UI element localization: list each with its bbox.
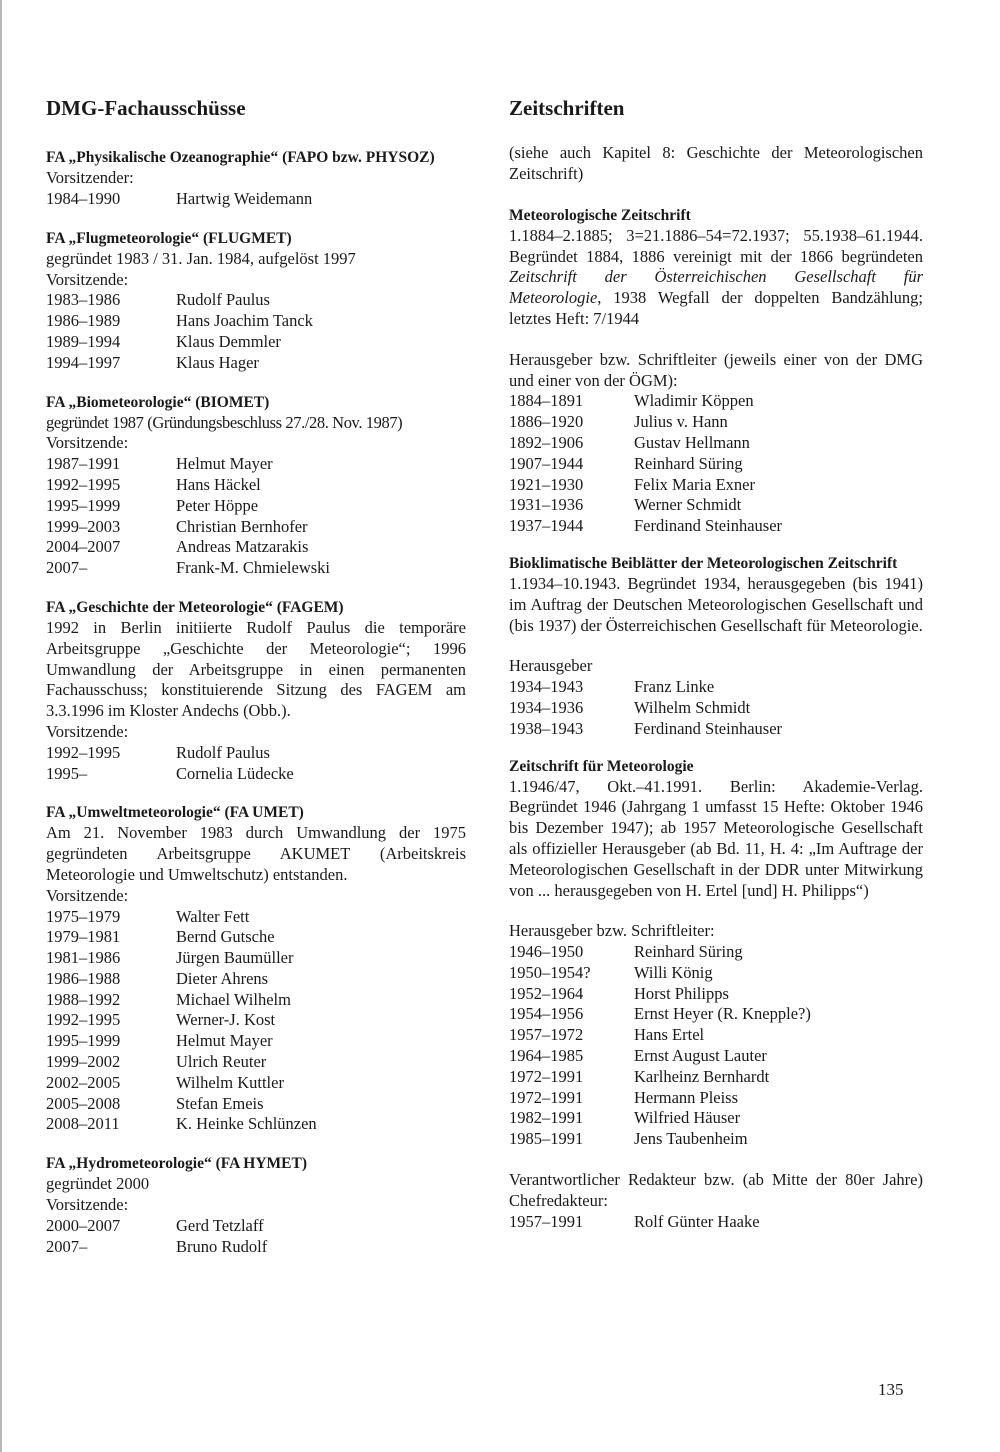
editor-row: 1952–1964 Horst Philipps bbox=[509, 983, 729, 1003]
section-description: Am 21. November 1983 durch Umwandlung der 1975 gegründeten Arbeitsgruppe AKUMET (Arbeitskreis Meteorologie und Umweltschutz) entstanden. bbox=[46, 823, 466, 884]
section-title: FA „Umweltmeteorologie“ (FA UMET) bbox=[46, 804, 304, 822]
chair-label: Vorsitzende: bbox=[46, 433, 129, 453]
section-title: FA „Biometeorologie“ (BIOMET) bbox=[46, 393, 270, 411]
chair-row: 1989–1994 Klaus Demmler bbox=[46, 331, 281, 351]
chair-row: 2007– Bruno Rudolf bbox=[46, 1236, 268, 1256]
journal-meteorologische-zeitschrift bbox=[509, 205, 923, 537]
journal-bioklimatische-beiblaetter bbox=[509, 553, 923, 740]
journal-zeitschrift-fuer-meteorologie bbox=[509, 756, 923, 1233]
chair-row: 2008–2011 K. Heinke Schlünzen bbox=[46, 1114, 317, 1134]
section-title: FA „Hydrometeorologie“ (FA HYMET) bbox=[46, 1155, 308, 1173]
editors-label: Herausgeber bbox=[509, 656, 593, 676]
journal-info: 1.1934–10.1943. Begründet 1934, herausgegeben (bis 1941) im Auftrag der Deutschen Meteorologischen Gesellschaft und (bis 1937) der Österreichischen Gesellschaft für Meteorologie. bbox=[509, 573, 923, 635]
right-heading: Zeitschriften bbox=[509, 96, 625, 120]
editor-row: 1946–1950 Reinhard Süring bbox=[509, 942, 743, 962]
chair-row: 1995–1999 Helmut Mayer bbox=[46, 1031, 273, 1051]
journal-info: 1.1884–2.1885; 3=21.1886–54=72.1937; 55.1938–61.1944. Begründet 1884, 1886 vereinigt mit der 1866 begründeten Zeitschrift der Österreichischen Gesellschaft für Meteorologie, 1938 Wegfall der doppelten Bandzählung; letztes Heft: 7/1944 bbox=[509, 225, 923, 328]
chair-row: 2002–2005 Wilhelm Kuttler bbox=[46, 1072, 284, 1092]
chair-row: 1986–1988 Dieter Ahrens bbox=[46, 968, 269, 988]
editor-row: 1964–1985 Ernst August Lauter bbox=[509, 1046, 767, 1066]
chair-row: 2004–2007 Andreas Matzarakis bbox=[46, 537, 309, 557]
chair-row: 1999–2003 Christian Bernhofer bbox=[46, 516, 308, 536]
chair-row: 1992–1995 Werner-J. Kost bbox=[46, 1010, 276, 1030]
section-umet bbox=[46, 802, 466, 1135]
chair-row: 1992–1995 Hans Häckel bbox=[46, 474, 261, 494]
left-column bbox=[46, 96, 466, 1275]
chair-row: 1992–1995 Rudolf Paulus bbox=[46, 742, 270, 762]
journal-title: Meteorologische Zeitschrift bbox=[509, 206, 691, 224]
chair-row: 1999–2002 Ulrich Reuter bbox=[46, 1052, 267, 1072]
editor-row: 1972–1991 Hermann Pleiss bbox=[509, 1087, 739, 1107]
editor-row: 1982–1991 Wilfried Häuser bbox=[509, 1108, 741, 1128]
editors-label: Herausgeber bzw. Schriftleiter (jeweils einer von der DMG und einer von der ÖGM): bbox=[509, 349, 923, 390]
chair-row: 2007– Frank-M. Chmielewski bbox=[46, 558, 330, 578]
section-hymet bbox=[46, 1153, 466, 1257]
chair-row: 1994–1997 Klaus Hager bbox=[46, 352, 259, 372]
scan-edge-line bbox=[0, 0, 2, 1452]
editor-row: 1931–1936 Werner Schmidt bbox=[509, 495, 742, 515]
journal-title: Zeitschrift für Meteorologie bbox=[509, 757, 694, 775]
chair-row: 1987–1991 Helmut Mayer bbox=[46, 454, 273, 474]
founded-line: gegründet 1987 (Gründungsbeschluss 27./28. Nov. 1987) bbox=[46, 412, 403, 432]
left-heading: DMG-Fachausschüsse bbox=[46, 96, 246, 120]
intro-note: (siehe auch Kapitel 8: Geschichte der Meteorologischen Zeitschrift) bbox=[509, 143, 923, 183]
chair-row: 1995– Cornelia Lüdecke bbox=[46, 763, 294, 783]
chair-label: Vorsitzende: bbox=[46, 1195, 129, 1215]
editor-chief-label: Verantwortlicher Redakteur bzw. (ab Mitte der 80er Jahre) Chefredakteur: bbox=[509, 1170, 923, 1210]
editor-row: 1985–1991 Jens Taubenheim bbox=[509, 1129, 748, 1149]
editor-row: 1950–1954? Willi König bbox=[509, 962, 713, 982]
section-fagem bbox=[46, 597, 466, 784]
chair-row: 1983–1986 Rudolf Paulus bbox=[46, 290, 270, 310]
founded-line: gegründet 1983 / 31. Jan. 1984, aufgelöst 1997 bbox=[46, 248, 356, 268]
chair-label: Vorsitzende: bbox=[46, 885, 129, 905]
chair-row: 1981–1986 Jürgen Baumüller bbox=[46, 948, 294, 968]
journal-info: 1.1946/47, Okt.–41.1991. Berlin: Akademie-Verlag. Begründet 1946 (Jahrgang 1 umfasst 15 Hefte: Oktober 1946 bis Dezember 1947); ab 1957 Meteorologische Gesellschaft als offizieller Herausgeber (ab Bd. 11, H. 4: „Im Auftrage der Meteorologischen Gesellschaft in der DDR unter Mitwirkung von ... herausgegeben von H. Ertel [und] H. Philipps“) bbox=[509, 776, 923, 900]
editor-row: 1972–1991 Karlheinz Bernhardt bbox=[509, 1066, 770, 1086]
section-biomet bbox=[46, 392, 466, 579]
section-flugmet bbox=[46, 228, 466, 374]
chair-row: 1979–1981 Bernd Gutsche bbox=[46, 927, 275, 947]
editor-row: 1934–1936 Wilhelm Schmidt bbox=[509, 697, 751, 717]
section-fapo bbox=[46, 147, 466, 210]
chair-row: 1984–1990 Hartwig Weidemann bbox=[46, 188, 313, 208]
editor-row: 1892–1906 Gustav Hellmann bbox=[509, 432, 750, 452]
section-title: FA „Flugmeteorologie“ (FLUGMET) bbox=[46, 229, 292, 247]
chair-row: 1975–1979 Walter Fett bbox=[46, 906, 250, 926]
editor-chief-row: 1957–1991 Rolf Günter Haake bbox=[509, 1211, 760, 1231]
chair-row: 2000–2007 Gerd Tetzlaff bbox=[46, 1215, 264, 1235]
editor-row: 1934–1943 Franz Linke bbox=[509, 677, 715, 697]
editor-row: 1907–1944 Reinhard Süring bbox=[509, 453, 743, 473]
editor-row: 1957–1972 Hans Ertel bbox=[509, 1025, 705, 1045]
editor-row: 1938–1943 Ferdinand Steinhauser bbox=[509, 718, 783, 738]
chair-label: Vorsitzende: bbox=[46, 269, 129, 289]
chair-label: Vorsitzende: bbox=[46, 721, 129, 741]
chair-row: 1995–1999 Peter Höppe bbox=[46, 495, 259, 515]
editor-row: 1884–1891 Wladimir Köppen bbox=[509, 391, 754, 411]
editor-row: 1886–1920 Julius v. Hann bbox=[509, 412, 728, 432]
editors-label: Herausgeber bzw. Schriftleiter: bbox=[509, 921, 715, 941]
journal-title: Bioklimatische Beiblätter der Meteorologischen Zeitschrift bbox=[509, 554, 898, 572]
section-title: FA „Geschichte der Meteorologie“ (FAGEM) bbox=[46, 598, 344, 616]
editor-row: 1937–1944 Ferdinand Steinhauser bbox=[509, 516, 783, 536]
section-description: 1992 in Berlin initiierte Rudolf Paulus die temporäre Arbeitsgruppe „Geschichte der Meteorologie“; 1996 Umwandlung der Arbeitsgruppe in einen permanenten Fachausschuss; konstituierende Sitzung des FAGEM am 3.3.1996 im Kloster Andechs (Obb.). bbox=[46, 617, 466, 721]
right-column bbox=[509, 96, 923, 1248]
chair-row: 2005–2008 Stefan Emeis bbox=[46, 1093, 264, 1113]
page-number: 135 bbox=[878, 1380, 904, 1399]
section-title: FA „Physikalische Ozeanographie“ (FAPO bzw. PHYSOZ) bbox=[46, 149, 435, 167]
chair-label: Vorsitzender: bbox=[46, 168, 134, 188]
editor-row: 1921–1930 Felix Maria Exner bbox=[509, 474, 755, 494]
chair-row: 1986–1989 Hans Joachim Tanck bbox=[46, 311, 313, 331]
founded-line: gegründet 2000 bbox=[46, 1174, 150, 1194]
chair-row: 1988–1992 Michael Wilhelm bbox=[46, 989, 291, 1009]
editor-row: 1954–1956 Ernst Heyer (R. Knepple?) bbox=[509, 1004, 811, 1024]
